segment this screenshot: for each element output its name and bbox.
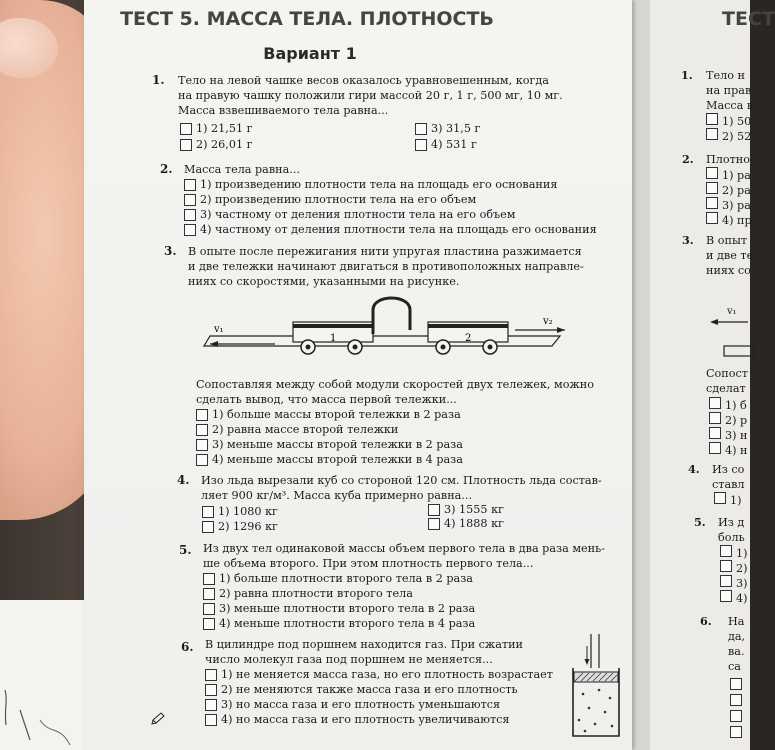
checkbox[interactable] (196, 424, 208, 436)
checkbox[interactable] (184, 194, 196, 206)
cart-1-label: 1 (330, 333, 337, 344)
pen-marks (0, 680, 90, 750)
answer-option[interactable]: 2) 26,01 г (180, 137, 252, 152)
question-text-line: ниях со скоростями, указанными на рисунке. (188, 275, 460, 288)
question-1 (178, 73, 563, 118)
cropped-text: Тело н (706, 69, 745, 82)
question-4 (201, 473, 602, 503)
velocity-1-label: v₁ (727, 306, 737, 317)
checkbox[interactable] (415, 139, 427, 151)
answer-option[interactable]: 4) 1888 кг (428, 516, 504, 531)
checkbox[interactable] (205, 699, 217, 711)
question-text-line: Сопоставляя между собой модули скоростей двух тележек, можно (196, 378, 594, 391)
answer-option[interactable]: 3) меньше плотности второго тела в 2 раза (203, 601, 605, 616)
checkbox[interactable] (205, 684, 217, 696)
question-text-line: Изо льда вырезали куб со стороной 120 см. Плотность льда состав- (201, 474, 602, 487)
cropped-text: боль (718, 531, 745, 544)
answer-option[interactable]: 2) 1296 кг (202, 519, 278, 534)
cropped-text: Плотно (706, 153, 750, 166)
question-4-number: 4. (177, 473, 190, 487)
thumbnail (0, 18, 58, 78)
checkbox[interactable] (196, 409, 208, 421)
cropped-text: да, (728, 630, 746, 643)
cropped-text: ниях со (706, 264, 751, 277)
cart-2-label: 2 (465, 333, 472, 344)
checkbox[interactable] (415, 123, 427, 135)
cropped-text: В опыт (706, 234, 748, 247)
question-3-continuation (196, 377, 594, 467)
answer-option[interactable]: 1) 21,51 г (180, 121, 252, 136)
question-text-line: Массa взвешиваемого тела равна... (178, 104, 389, 117)
answer-option[interactable]: 4) меньше плотности второго тела в 4 раза (203, 616, 605, 631)
question-number: 5. (694, 515, 706, 529)
cropped-option: 2) ра (706, 182, 751, 198)
cropped-option: 2) р (709, 412, 747, 428)
cropped-option: 1) (714, 492, 741, 508)
question-text-line: Из двух тел одинаковой массы объем первого тела в два раза мень- (203, 542, 605, 555)
checkbox[interactable] (202, 506, 214, 518)
checkbox[interactable] (205, 714, 217, 726)
cropped-option: 4) (720, 590, 747, 606)
cropped-option: 4) пр (706, 212, 752, 228)
question-text-line: число молекул газа под поршнем не меняется... (205, 653, 493, 666)
cropped-text: ва. (728, 645, 745, 658)
checkbox[interactable] (428, 504, 440, 516)
answer-option[interactable]: 1) 1080 кг (202, 504, 278, 519)
answer-option[interactable]: 2) равна массе второй тележки (196, 422, 594, 437)
cropped-figure (708, 318, 750, 360)
cropped-option (730, 678, 746, 694)
question-3 (188, 244, 584, 289)
question-text-line: В опыте после пережигания нити упругая пластина разжимается (188, 245, 582, 258)
cropped-option: 1) б (709, 397, 747, 413)
cropped-option: 3) ра (706, 197, 751, 213)
question-text-line: Тело на левой чашке весов оказалось уравновешенным, когда (178, 74, 549, 87)
checkbox[interactable] (203, 618, 215, 630)
cropped-option (730, 694, 746, 710)
page-gutter (632, 0, 650, 750)
adjacent-page-title: ТЕСТ (722, 8, 775, 30)
arrow-down-icon (585, 659, 590, 665)
checkbox[interactable] (202, 521, 214, 533)
cropped-option: 2) (720, 560, 747, 576)
cropped-text: и две те (706, 249, 754, 262)
answer-option[interactable]: 2) равна плотности второго тела (203, 586, 605, 601)
cropped-text: са (728, 660, 741, 673)
page-title: ТЕСТ 5. МАССА ТЕЛА. ПЛОТНОСТЬ (120, 8, 494, 30)
question-2 (184, 162, 597, 237)
question-5 (203, 541, 605, 631)
cropped-option: 4) н (709, 442, 748, 458)
question-1-number: 1. (152, 73, 165, 87)
question-text-line: Масса тела равна... (184, 163, 300, 176)
cropped-text: сделат (706, 382, 746, 395)
answer-option[interactable]: 1) больше плотности второго тела в 2 раза (203, 571, 605, 586)
answer-option[interactable]: 2) произведению плотности тела на его объем (184, 192, 597, 207)
answer-option[interactable]: 1) произведению плотности тела на площадь его основания (184, 177, 597, 192)
cropped-option: 3) (720, 575, 747, 591)
gas-molecules (578, 689, 614, 733)
answer-option[interactable]: 3) частному от деления плотности тела на его объем (184, 207, 597, 222)
answer-option[interactable]: 4) 531 г (415, 137, 477, 152)
cylinder-piston-figure (565, 632, 627, 740)
cropped-text: На (728, 615, 745, 628)
question-number: 3. (682, 233, 694, 247)
question-text-line: ляет 900 кг/м³. Масса куба примерно равна... (201, 489, 473, 502)
checkbox[interactable] (184, 224, 196, 236)
elastic-plate (373, 298, 410, 334)
checkbox[interactable] (180, 139, 192, 151)
question-5-number: 5. (179, 543, 192, 557)
checkbox[interactable] (196, 454, 208, 466)
question-number: 1. (681, 68, 693, 82)
cropped-option: 2) 52 (706, 128, 751, 144)
cropped-text: ставл (712, 478, 745, 491)
question-text-line: сделать вывод, что масса первой тележки... (196, 393, 457, 406)
answer-option[interactable]: 4) меньше массы второй тележки в 4 раза (196, 452, 594, 467)
cropped-option (730, 710, 746, 726)
checkbox[interactable] (196, 439, 208, 451)
checkbox[interactable] (205, 669, 217, 681)
question-text-line: ше объема второго. При этом плотность первого тела... (203, 557, 534, 570)
checkbox[interactable] (203, 588, 215, 600)
question-3-number: 3. (164, 244, 177, 258)
question-number: 2. (682, 152, 694, 166)
question-text-line: на правую чашку положили гири массой 20 г, 1 г, 500 мг, 10 мг. (178, 89, 563, 102)
cropped-text: Сопост (706, 367, 748, 380)
answer-option[interactable]: 4) частному от деления плотности тела на площадь его основания (184, 222, 597, 237)
answer-option[interactable]: 3) но масса газа и его плотность уменьшаются (205, 697, 553, 712)
answer-option[interactable]: 1) не меняется масса газа, но его плотность возрастает (205, 667, 553, 682)
checkbox[interactable] (184, 209, 196, 221)
question-text-line: и две тележки начинают двигаться в противоположных направле- (188, 260, 584, 273)
cropped-option: 1) (720, 545, 747, 561)
cropped-option: 1) 50 (706, 113, 751, 129)
velocity-2-label: v₂ (543, 316, 553, 327)
cropped-option: 3) н (709, 427, 748, 443)
cropped-text: Из д (718, 516, 745, 529)
cropped-text: Из со (712, 463, 745, 476)
answer-option[interactable]: 1) больше массы второй тележки в 2 раза (196, 407, 594, 422)
checkbox[interactable] (180, 123, 192, 135)
answer-option[interactable]: 2) не меняются также масса газа и его плотность (205, 682, 553, 697)
checkbox[interactable] (203, 573, 215, 585)
question-6 (205, 637, 553, 727)
question-number: 6. (700, 614, 712, 628)
question-text-line: В цилиндре под поршнем находится газ. При сжатии (205, 638, 523, 651)
checkbox[interactable] (184, 179, 196, 191)
answer-option[interactable]: 3) 31,5 г (415, 121, 480, 136)
checkbox[interactable] (203, 603, 215, 615)
cropped-text: на прав (706, 84, 752, 97)
cropped-text: Масса в (706, 99, 754, 112)
question-2-number: 2. (160, 162, 173, 176)
checkbox[interactable] (428, 518, 440, 530)
answer-option[interactable]: 4) но масса газа и его плотность увеличиваются (205, 712, 553, 727)
variant-heading: Вариант 1 (263, 44, 357, 63)
question-6-number: 6. (181, 640, 194, 654)
velocity-1-label: v₁ (214, 324, 224, 335)
carts-figure (200, 300, 580, 370)
pencil-icon (150, 712, 166, 726)
answer-option[interactable]: 3) 1555 кг (428, 502, 504, 517)
question-number: 4. (688, 462, 700, 476)
cropped-option: 1) ра (706, 167, 751, 183)
answer-option[interactable]: 3) меньше массы второй тележки в 2 раза (196, 437, 594, 452)
cropped-option (730, 726, 746, 742)
